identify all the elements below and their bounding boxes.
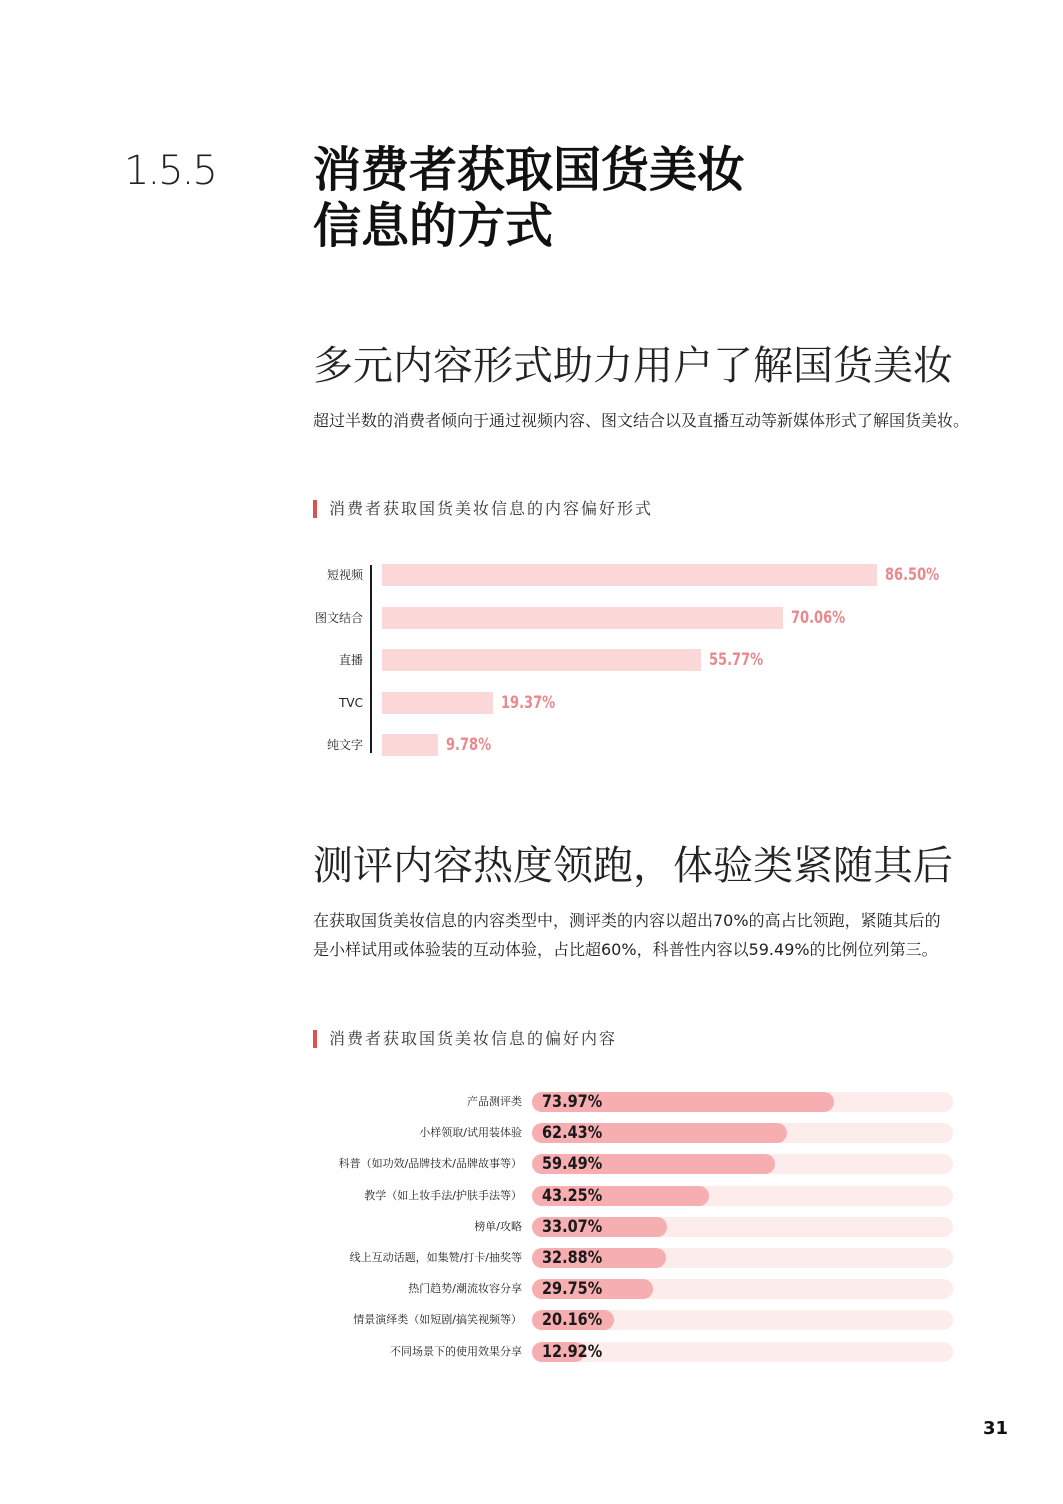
section2-paragraph-line-1: 在获取国货美妆信息的内容类型中，测评类的内容以超出70%的高占比领跑，紧随其后的 xyxy=(313,911,941,930)
section2-paragraph-line-2: 是小样试用或体验装的互动体验，占比超60%，科普性内容以59.49%的比例位列第三。 xyxy=(313,940,938,959)
section2-paragraph xyxy=(313,906,1013,964)
chart2-value-label: 32.88% xyxy=(542,1248,603,1268)
chart1-value-label: 55.77% xyxy=(709,650,764,670)
section1-heading: 多元内容形式助力用户了解国货美妆 xyxy=(313,343,953,389)
page-title-line-1: 消费者获取国货美妆 xyxy=(313,142,746,198)
page-title-line-2: 信息的方式 xyxy=(313,198,554,254)
chart1-axis-line xyxy=(370,565,372,753)
chart2-category-label: 小样领取/试用装体验 xyxy=(419,1126,522,1140)
chart2-value-label: 29.75% xyxy=(542,1279,603,1300)
chart1-category-label: TVC xyxy=(339,695,363,710)
chart2-category-label: 线上互动话题，如集赞/打卡/抽奖等 xyxy=(349,1251,522,1264)
chart2-category-label: 教学（如上妆手法/护肤手法等） xyxy=(364,1188,522,1202)
chart1-title: 消费者获取国货美妆信息的内容偏好形式 xyxy=(313,500,653,518)
chart1-category-label: 短视频 xyxy=(326,568,363,582)
chart2-category-label: 产品测评类 xyxy=(467,1095,522,1108)
chart1-value-label: 19.37% xyxy=(500,692,555,713)
chart1-bar xyxy=(382,607,783,629)
section-number: 1.5.5 xyxy=(124,148,216,194)
section2-heading: 测评内容热度领跑，体验类紧随其后 xyxy=(313,843,953,889)
chart1-category-label: 直播 xyxy=(338,653,363,667)
chart2-category-label: 情景演绎类（如短剧/搞笑视频等） xyxy=(353,1313,522,1327)
page-number: 31 xyxy=(983,1418,1009,1439)
chart1-category-label: 纯文字 xyxy=(326,738,363,752)
chart2-category-label: 热门趋势/潮流妆容分享 xyxy=(408,1282,522,1296)
chart2-value-label: 20.16% xyxy=(542,1310,603,1331)
page-title xyxy=(313,142,1013,254)
chart2-category-label: 科普（如功效/品牌技术/品牌故事等） xyxy=(338,1157,522,1171)
chart1-value-label: 9.78% xyxy=(445,735,492,755)
chart1-value-label: 86.50% xyxy=(885,565,940,585)
chart2-category-label: 榜单/攻略 xyxy=(474,1219,522,1233)
chart2-value-label: 33.07% xyxy=(542,1216,603,1237)
chart1-value-label: 70.06% xyxy=(790,607,846,628)
chart2-title: 消费者获取国货美妆信息的偏好内容 xyxy=(313,1030,617,1048)
chart1-bar xyxy=(382,692,493,714)
chart2-value-label: 62.43% xyxy=(542,1123,603,1144)
chart2-value-label: 12.92% xyxy=(542,1341,603,1362)
chart1-bar xyxy=(382,734,438,756)
chart2-value-label: 43.25% xyxy=(542,1185,603,1206)
chart2-value-label: 59.49% xyxy=(542,1154,603,1175)
chart1-bar xyxy=(382,564,877,586)
chart1-category-label: 图文结合 xyxy=(314,610,363,625)
section1-paragraph: 超过半数的消费者倾向于通过视频内容、图文结合以及直播互动等新媒体形式了解国货美妆。 xyxy=(313,411,970,430)
chart2-category-label: 不同场景下的使用效果分享 xyxy=(390,1344,522,1358)
chart2-value-label: 73.97% xyxy=(542,1092,603,1112)
chart1-bar xyxy=(382,649,701,671)
